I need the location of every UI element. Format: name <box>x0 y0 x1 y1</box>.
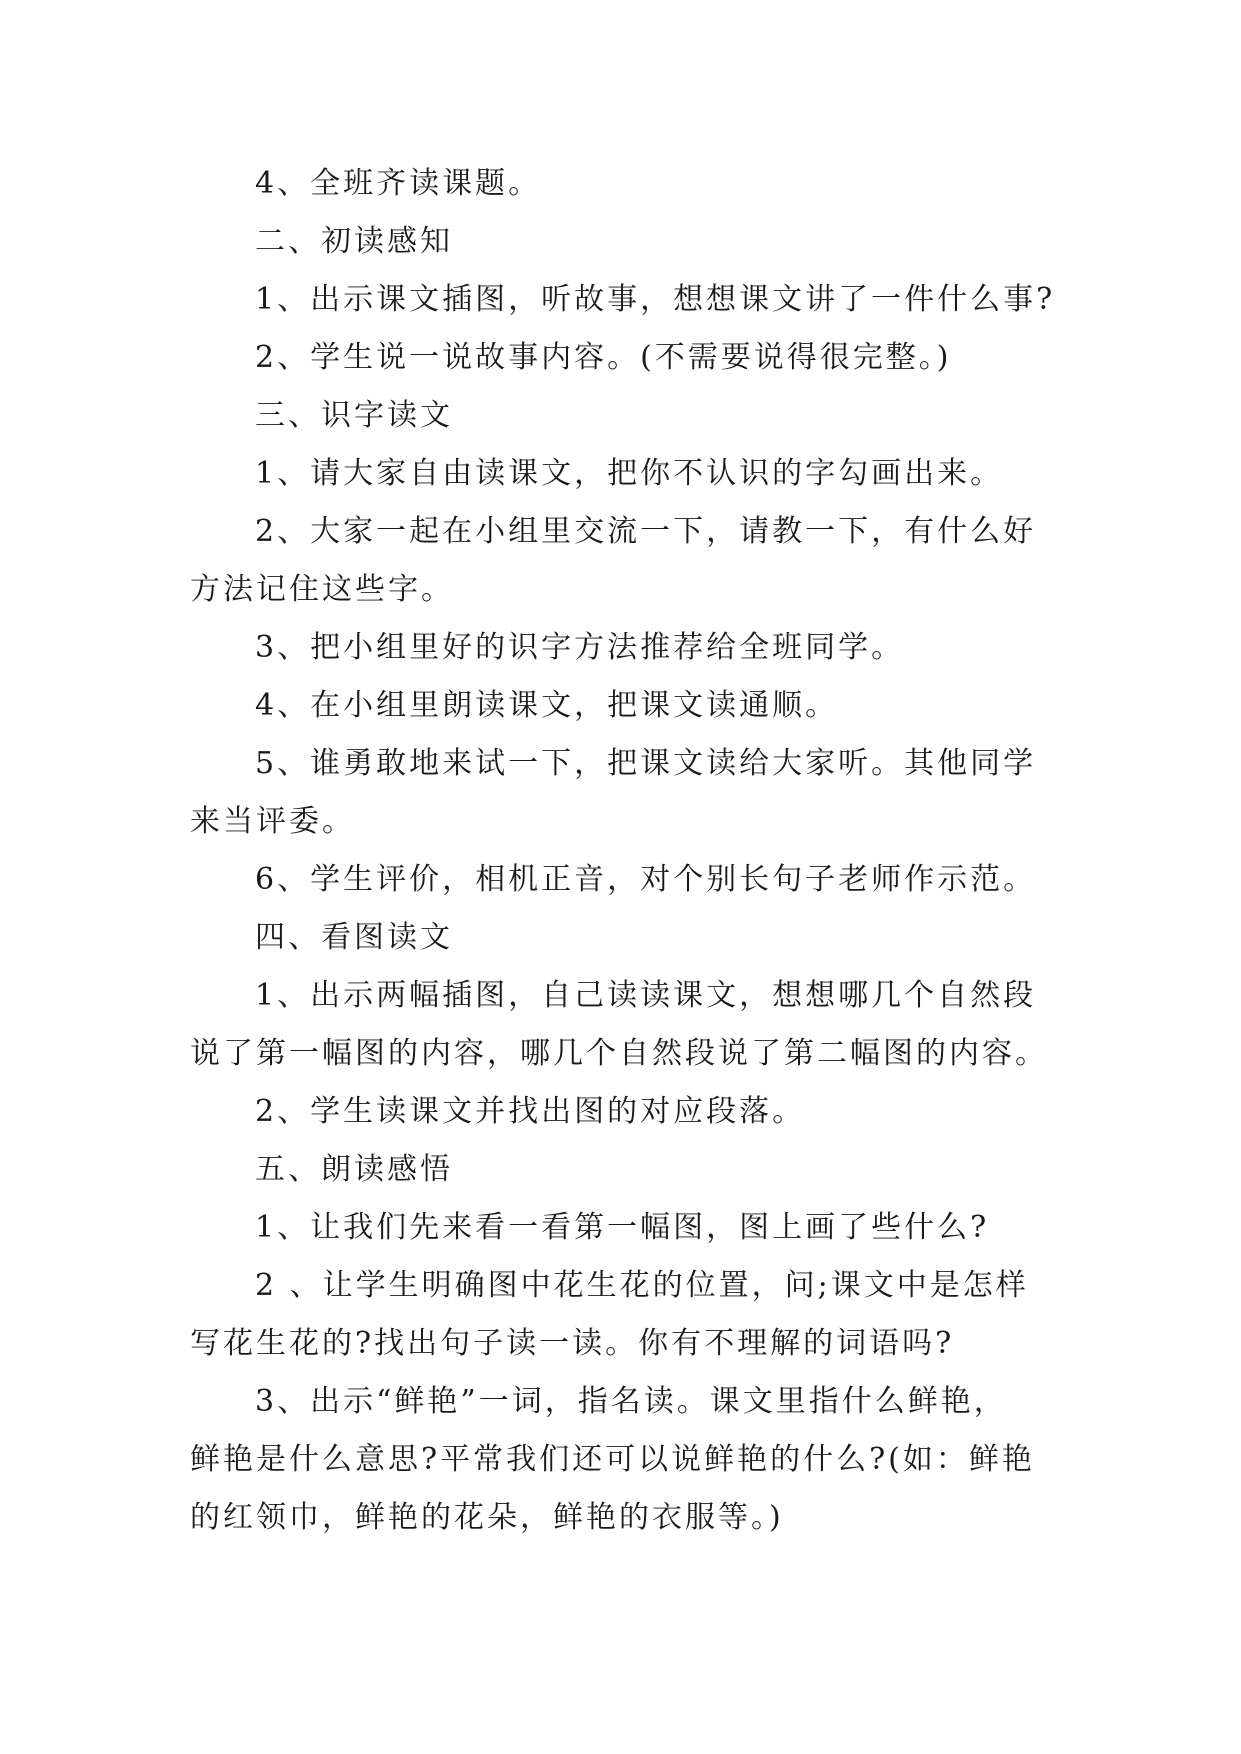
text-line: 说了第一幅图的内容，哪几个自然段说了第二幅图的内容。 <box>190 1036 1048 1071</box>
text-line: 4、在小组里朗读课文，把课文读通顺。 <box>255 688 839 723</box>
section-heading: 五、朗读感悟 <box>255 1152 453 1187</box>
text-line: 2、学生说一说故事内容。(不需要说得很完整。) <box>255 340 952 375</box>
text-line: 1、让我们先来看一看第一幅图，图上画了些什么? <box>255 1210 990 1245</box>
text-line: 3、把小组里好的识字方法推荐给全班同学。 <box>255 630 905 665</box>
text-line: 6、学生评价，相机正音，对个别长句子老师作示范。 <box>255 862 1037 897</box>
text-line: 方法记住这些字。 <box>190 572 454 607</box>
section-heading: 二、初读感知 <box>255 224 453 259</box>
text-line: 1、请大家自由读课文，把你不认识的字勾画出来。 <box>255 456 1004 491</box>
text-line: 3、出示“鲜艳”一词，指名读。课文里指什么鲜艳， <box>255 1384 1007 1419</box>
text-line: 2、大家一起在小组里交流一下，请教一下，有什么好 <box>255 514 1037 549</box>
text-line: 2、学生读课文并找出图的对应段落。 <box>255 1094 806 1129</box>
text-line: 的红领巾，鲜艳的花朵，鲜艳的衣服等。) <box>190 1500 784 1535</box>
text-line: 来当评委。 <box>190 804 355 839</box>
section-heading: 三、识字读文 <box>255 398 453 433</box>
text-line: 鲜艳是什么意思?平常我们还可以说鲜艳的什么?(如：鲜艳 <box>190 1442 1035 1477</box>
text-line: 写花生花的?找出句子读一读。你有不理解的词语吗? <box>190 1326 955 1361</box>
text-line: 1、出示两幅插图，自己读读课文，想想哪几个自然段 <box>255 978 1037 1013</box>
text-line: 1、出示课文插图，听故事，想想课文讲了一件什么事? <box>255 282 1056 317</box>
text-line: 5、谁勇敢地来试一下，把课文读给大家听。其他同学 <box>255 746 1037 781</box>
text-line: 2 、让学生明确图中花生花的位置，问;课文中是怎样 <box>255 1268 1029 1303</box>
section-heading: 四、看图读文 <box>255 920 453 955</box>
text-line: 4、全班齐读课题。 <box>255 166 542 201</box>
